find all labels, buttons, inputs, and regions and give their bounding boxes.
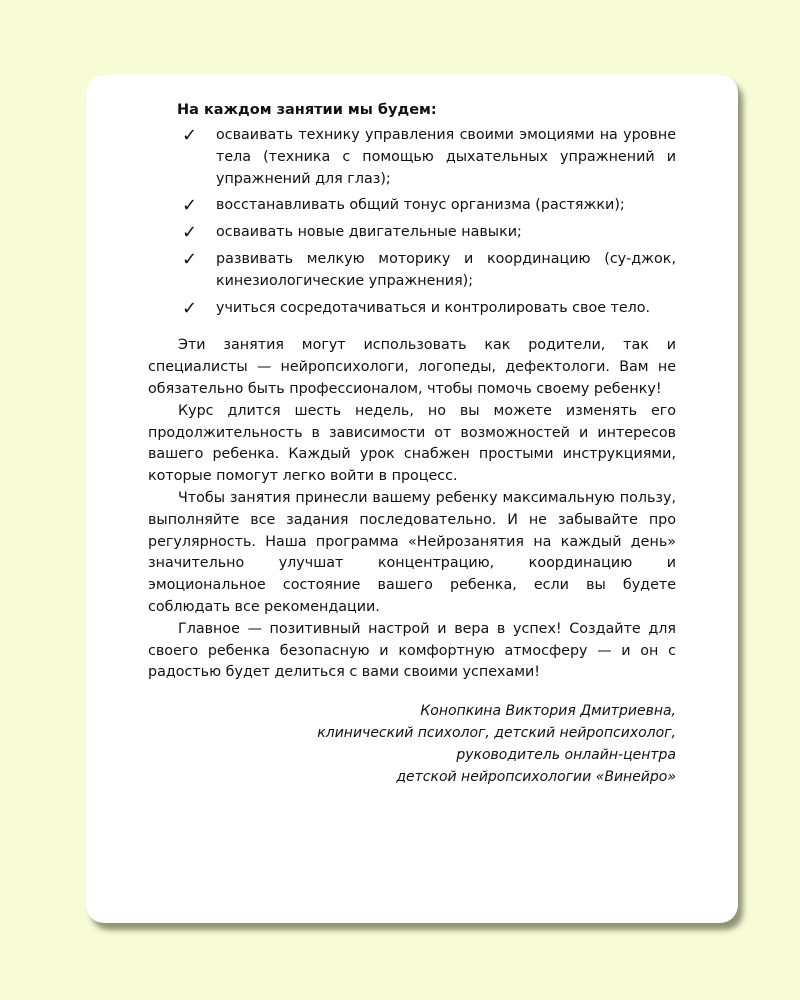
activity-list	[148, 125, 676, 319]
list-item-text: развивать мелкую моторику и координацию (су-джок, кинезиологические упражнения);	[216, 250, 676, 289]
author-signature	[148, 700, 676, 788]
list-item-text: осваивать новые двигательные навыки;	[216, 224, 522, 241]
author-title: руководитель онлайн-центра	[456, 747, 676, 764]
author-title: детской нейропсихологии «Винейро»	[396, 769, 676, 786]
list-item-text: учиться сосредотачиваться и контролировать свое тело.	[216, 299, 651, 316]
list-item-text: осваивать технику управления своими эмоциями на уровне тела (техника с помощью дыхательных упражнений и упражнений для глаз);	[216, 127, 676, 187]
page-content	[148, 99, 676, 788]
list-item	[148, 298, 676, 320]
checkmark-icon: ✓	[182, 297, 198, 319]
checkmark-icon: ✓	[182, 195, 198, 217]
author-name: Конопкина Виктория Дмитриевна,	[420, 703, 676, 720]
list-item	[148, 222, 676, 244]
list-item	[148, 195, 676, 217]
section-heading: На каждом занятии мы будем:	[177, 102, 437, 118]
checkmark-icon: ✓	[182, 222, 198, 244]
body-paragraph: Эти занятия могут использовать как родители, так и специалисты — нейропсихологи, логопеды, дефектологи. Вам не обязательно быть профессионалом, чтобы помочь своему ребенку!	[148, 337, 676, 397]
body-paragraph: Курс длится шесть недель, но вы можете изменять его продолжительность в зависимости от возможностей и интересов вашего ребенка. Каждый урок снабжен простыми инструкциями, которые помогут легко войти в процесс.	[148, 402, 676, 485]
body-paragraph: Главное — позитивный настрой и вера в успех! Создайте для своего ребенка безопасную и комфортную атмосферу — и он с радостью будет делиться с вами своими успехами!	[148, 620, 676, 681]
list-item	[148, 125, 676, 190]
checkmark-icon: ✓	[182, 125, 198, 146]
checkmark-icon: ✓	[182, 248, 198, 270]
page-card	[86, 75, 738, 923]
author-title: клинический психолог, детский нейропсихолог,	[317, 725, 676, 742]
body-paragraph: Чтобы занятия принесли вашему ребенку максимальную пользу, выполняйте все задания последовательно. И не забывайте про регулярность. Наша программа «Нейрозанятия на каждый день» значительно улучшат концентрацию, координацию и эмоциональное состояние вашего ребенка, если вы будете соблюдать все рекомендации.	[148, 489, 676, 615]
list-item-text: восстанавливать общий тонус организма (растяжки);	[216, 197, 625, 214]
list-item	[148, 249, 676, 293]
